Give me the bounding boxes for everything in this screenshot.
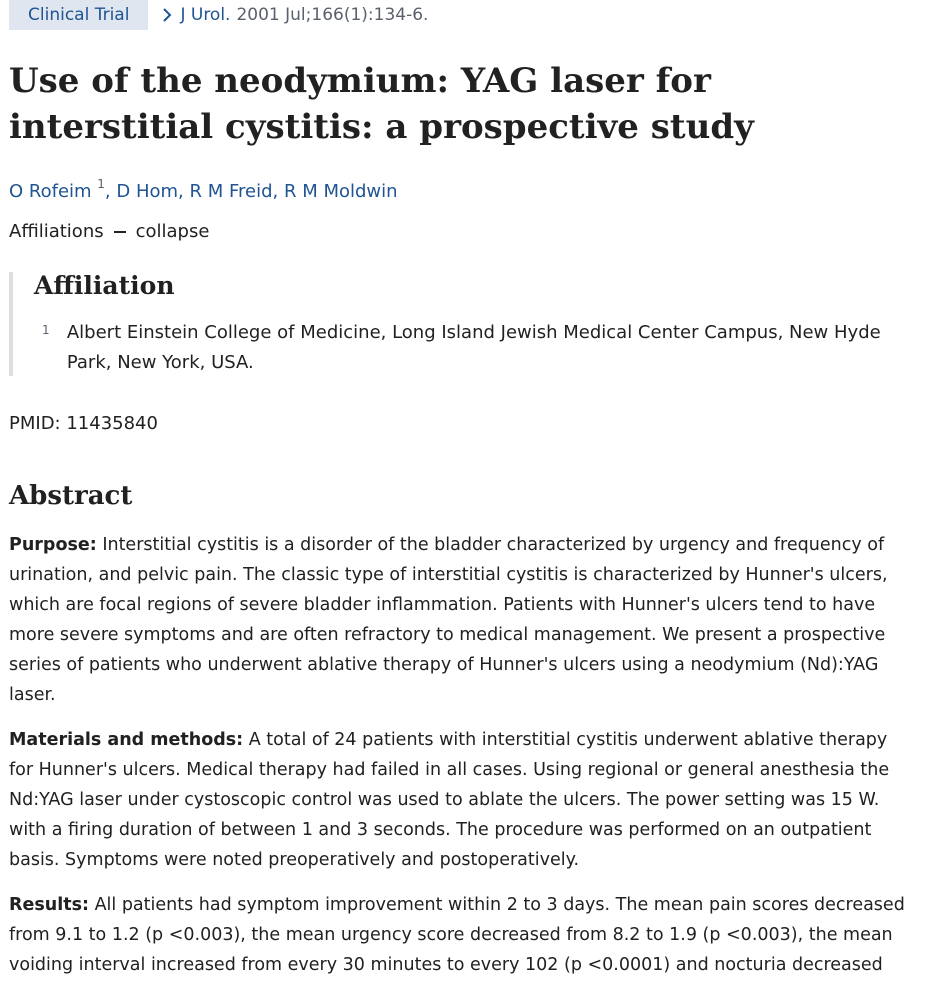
author-separator: , <box>104 181 117 202</box>
author-link[interactable]: R M Moldwin <box>283 181 398 202</box>
affiliation-text: Albert Einstein College of Medicine, Long Island Jewish Medical Center Campus, New Hyde Park, New York, USA. <box>66 322 881 373</box>
journal-link[interactable]: J Urol. <box>180 5 231 25</box>
section-text: A total of 24 patients with interstitial cystitis underwent ablative therapy for Hunner's ulcers. Medical therapy had failed in all cases. Using regional or general anesthesia the Nd:YAG laser under cystoscopic control was used to ablate the ulcers. The power setting was 15 W. with a firing duration of between 1 and 3 seconds. The procedure was performed on an outpatient basis. Symptoms were noted preoperatively and postoperatively. <box>9 730 890 870</box>
author-link[interactable]: R M Freid <box>189 181 273 202</box>
abstract-heading: Abstract <box>9 481 133 511</box>
publication-type-badge[interactable]: Clinical Trial <box>9 0 148 30</box>
affiliation-heading: Affiliation <box>34 271 175 300</box>
author-separator: , <box>272 181 284 202</box>
author-list <box>9 172 398 206</box>
article-title: Use of the neodymium: YAG laser for interstitial cystitis: a prospective study <box>9 61 754 147</box>
affiliation-item <box>42 318 892 378</box>
collapse-link[interactable]: collapse <box>135 221 210 242</box>
collapse-dash-icon <box>114 231 126 233</box>
section-label: Results: <box>9 895 89 915</box>
section-label: Purpose: <box>9 535 97 555</box>
affiliation-ref[interactable]: 1 <box>97 177 105 191</box>
author-link[interactable]: O Rofeim <box>9 181 92 202</box>
affiliations-panel <box>9 272 903 376</box>
chevron-right-icon <box>162 7 172 23</box>
abstract-body <box>9 530 909 995</box>
affiliations-toggle-label: Affiliations <box>9 221 104 242</box>
section-label: Materials and methods: <box>9 730 244 750</box>
section-text: Interstitial cystitis is a disorder of the bladder characterized by urgency and frequency of urination, and pelvic pain. The classic type of interstitial cystitis is characterized by Hunner's ulcers, which are focal regions of severe bladder inflammation. Patients with Hunner's ulcers tend to have more severe symptoms and are often refractory to medical management. We present a prospective series of patients who underwent ablative therapy of Hunner's ulcers using a neodymium (Nd):YAG laser. <box>9 535 888 705</box>
affiliations-toggle[interactable] <box>9 218 209 246</box>
citation-details: 2001 Jul;166(1):134-6. <box>236 5 429 25</box>
abstract-section-purpose <box>9 530 909 710</box>
author-link[interactable]: D Hom <box>116 181 179 202</box>
author-separator: , <box>178 181 190 202</box>
abstract-section-methods <box>9 725 909 875</box>
section-text: All patients had symptom improvement within 2 to 3 days. The mean pain scores decreased from 9.1 to 1.2 (p <0.003), the mean urgency score decreased from 8.2 to 1.9 (p <0.003), the mean voiding interval increased from every 30 minutes to every 102 (p <0.0001) and nocturia decreased <box>9 895 905 975</box>
abstract-section-results <box>9 890 909 980</box>
article-topline <box>9 0 428 30</box>
pmid: PMID: 11435840 <box>9 413 158 434</box>
affiliation-number: 1 <box>42 323 50 337</box>
